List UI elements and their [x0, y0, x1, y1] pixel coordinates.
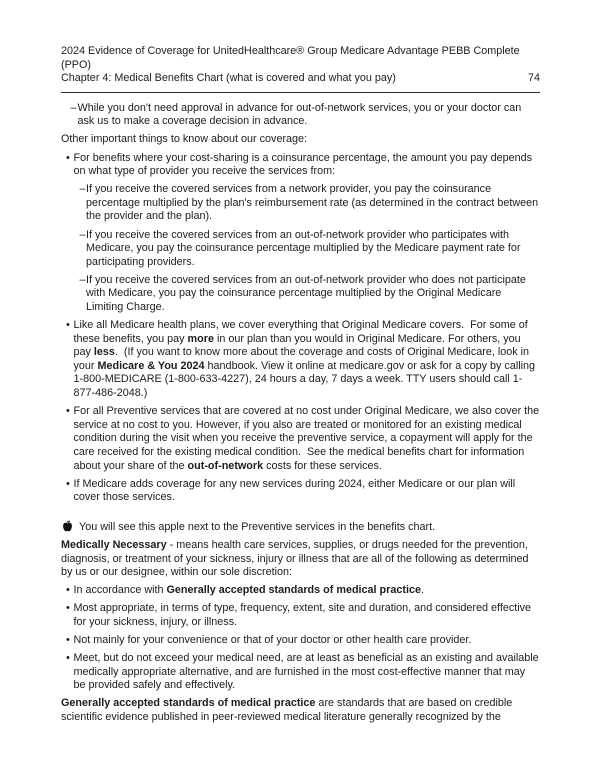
header-title-line1: 2024 Evidence of Coverage for UnitedHealthcare® Group Medicare Advantage PEBB Complete	[61, 45, 520, 57]
dash-item-network-provider	[61, 183, 540, 224]
dash-item-approval	[61, 102, 540, 129]
header-divider	[61, 92, 540, 93]
text-run: In accordance with Generally accepted standards of medical practice.	[73, 584, 424, 597]
bullet-item-not-mainly	[61, 634, 540, 648]
text-run: For benefits where your cost-sharing is a coinsurance percentage, the amount you pay depends on what type of provider you receive the services from:	[73, 151, 536, 178]
bullet-marker: •	[66, 652, 70, 665]
bullet-item-most-appropriate	[61, 602, 540, 629]
text-run: Like all Medicare health plans, we cover everything that Original Medicare covers. For some of these benefits, you pay more in our plan than you would in Original Medicare. For others, you pay less. (If you want to know more about the coverage and costs of Original Medicare, look in your Medicare & You 2024 handbook. View it online at medicare.gov or ask for a copy by calling 1-800-MEDICARE (1-800-633-4227), 24 hours a day, 7 days a week. TTY users should call 1-877-486-2048.)	[73, 319, 539, 400]
text-run: Not mainly for your convenience or that of your doctor or other health care provider.	[73, 633, 472, 646]
text-run: If you receive the covered services from a network provider, you pay the coinsurance percentage multiplied by the plan's reimbursement rate (as determined in the contract between the provider and the plan).	[86, 183, 542, 223]
paragraph-other-important	[61, 133, 540, 147]
bullet-item-like-all-medicare	[61, 319, 540, 401]
text-run: Meet, but do not exceed your medical need, are at least as beneficial as an existing and available medically appropriate alternative, and are furnished in the most cost-effective manner that may be provided safely and effectively.	[73, 652, 542, 692]
dash-item-oon-not-participate	[61, 274, 540, 315]
content-blocks	[61, 101, 543, 725]
header-title-line2: (PPO)	[61, 58, 91, 71]
text-run: Medically Necessary - means health care services, supplies, or drugs needed for the prevention, diagnosis, or treatment of your sickness, injury or illness that are all of the following as determined by us or our designee, within our sole discretion:	[61, 538, 532, 579]
text-run: Generally accepted standards of medical practice are standards that are based on credible scientific evidence published in peer-reviewed medical literature generally recognized by the	[61, 697, 516, 723]
header-chapter-line: Chapter 4: Medical Benefits Chart (what is covered and what you pay)	[61, 72, 396, 85]
dash-marker: –	[79, 228, 86, 241]
text-run: If you receive the covered services from an out-of-network provider who does not participate with Medicare, you pay the coinsurance percentage multiplied by the Original Medicare Limiting Charge.	[86, 273, 529, 313]
text-run: Most appropriate, in terms of type, frequency, extent, site and duration, and considered effective for your sickness, injury, or illness.	[73, 602, 535, 628]
bullet-marker: •	[66, 602, 70, 615]
dash-marker: –	[79, 273, 86, 286]
text-run: While you don't need approval in advance for out-of-network services, you or your doctor can ask us to make a coverage decision in advance.	[77, 101, 525, 128]
bullet-marker: •	[66, 151, 70, 164]
text-run: For all Preventive services that are covered at no cost under Original Medicare, we also cover the service at no cost to you. However, if you also are treated or monitored for an existing medical condition during the visit when you receive the preventive service, a copayment will apply for the care received for the existing medical condition. See the medical benefits chart for information about your share of the out-of-network costs for these services.	[73, 405, 543, 472]
apple-icon	[61, 519, 74, 533]
bullet-marker: •	[66, 633, 70, 646]
text-run: You will see this apple next to the Preventive services in the benefits chart.	[79, 520, 436, 533]
text-run: If you receive the covered services from an out-of-network provider who participates with Medicare, you pay the coinsurance percentage multiplied by the Medicare payment rate for participating providers.	[86, 228, 524, 268]
text-run: If Medicare adds coverage for any new services during 2024, either Medicare or our plan will cover those services.	[73, 477, 519, 504]
paragraph-medically-necessary	[61, 539, 540, 580]
text-run: Other important things to know about our coverage:	[61, 133, 308, 146]
bullet-item-new-services	[61, 478, 540, 505]
dash-marker: –	[70, 101, 77, 114]
bullet-item-coinsurance	[61, 152, 540, 179]
apple-note	[61, 519, 540, 535]
page-header	[61, 45, 540, 93]
bullet-marker: •	[66, 405, 70, 418]
dash-item-oon-participates	[61, 229, 540, 270]
paragraph-generally-accepted	[61, 697, 540, 724]
page-number: 74	[527, 72, 540, 85]
bullet-marker: •	[66, 319, 70, 332]
bullet-item-accordance	[61, 584, 540, 598]
bullet-marker: •	[66, 584, 70, 597]
bullet-item-meet-need	[61, 652, 540, 693]
dash-marker: –	[79, 183, 86, 196]
bullet-item-preventive-services	[61, 405, 543, 473]
bullet-marker: •	[66, 477, 70, 490]
